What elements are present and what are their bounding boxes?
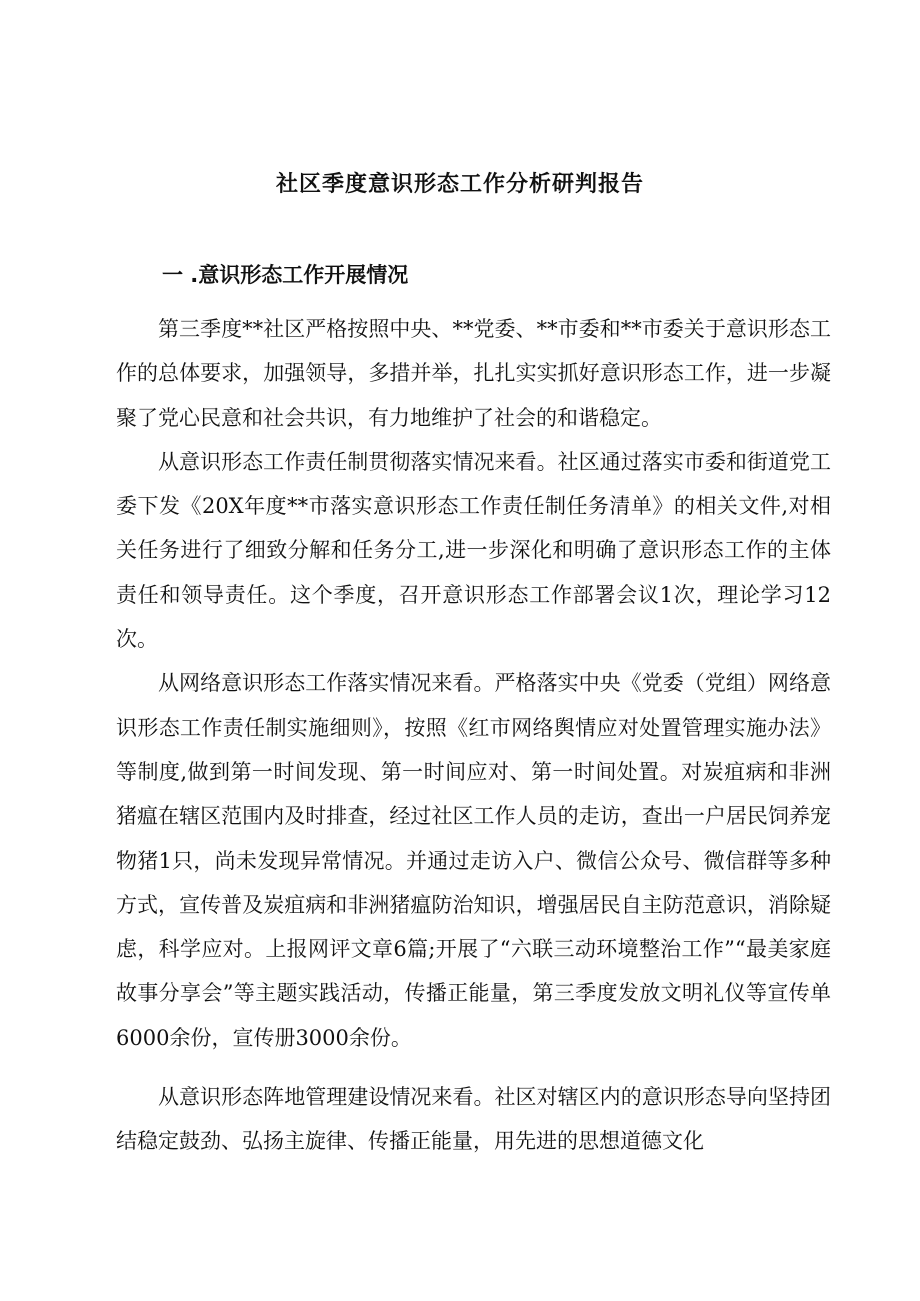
paragraph-overview: 第三季度**社区严格按照中央、**党委、**市委和**市委关于意识形态工作的总体要求，加强领导，多措并举，扎扎实实抓好意识形态工作，进一步凝聚了党心民意和社会共识，有力地维护了社会的和谐稳定。 [116,317,831,430]
paragraph-network: 从网络意识形态工作落实情况来看。严格落实中央《党委（党组）网络意识形态工作责任制实施细则》，按照《红市网络舆情应对处置管理实施办法》等制度,做到第一时间发现、第一时间应对、第一时间处置。对炭疽病和非洲猪瘟在辖区范围内及时排查，经过社区工作人员的走访，查出一户居民饲养宠物猪1只，尚未发现异常情况。并通过走访入户、微信公众号、微信群等多种方式，宣传普及炭疽病和非洲猪瘟防治知识，增强居民自主防范意识，消除疑虑，科学应对。上报网评文章6篇;开展了“六联三动环境整治工作”“最美家庭故事分享会”等主题实践活动，传播正能量，第三季度发放文明礼仪等宣传单6000余份，宣传册3000余份。 [116,671,831,1050]
section-heading: 一 .意识形态工作开展情况 [162,263,409,287]
document-body [116,307,831,1164]
document-title: 社区季度意识形态工作分析研判报告 [275,172,644,197]
paragraph-positions: 从意识形态阵地管理建设情况来看。社区对辖区内的意识形态导向坚持团结稳定鼓劲、弘扬主旋律、传播正能量，用先进的思想道德文化 [116,1085,831,1154]
paragraph-responsibility: 从意识形态工作责任制贯彻落实情况来看。社区通过落实市委和街道党工委下发《20X年度**市落实意识形态工作责任制任务清单》的相关文件,对相关任务进行了细致分解和任务分工,进一步深化和明确了意识形态工作的主体责任和领导责任。这个季度，召开意识形态工作部署会议1次，理论学习12次。 [116,449,831,652]
